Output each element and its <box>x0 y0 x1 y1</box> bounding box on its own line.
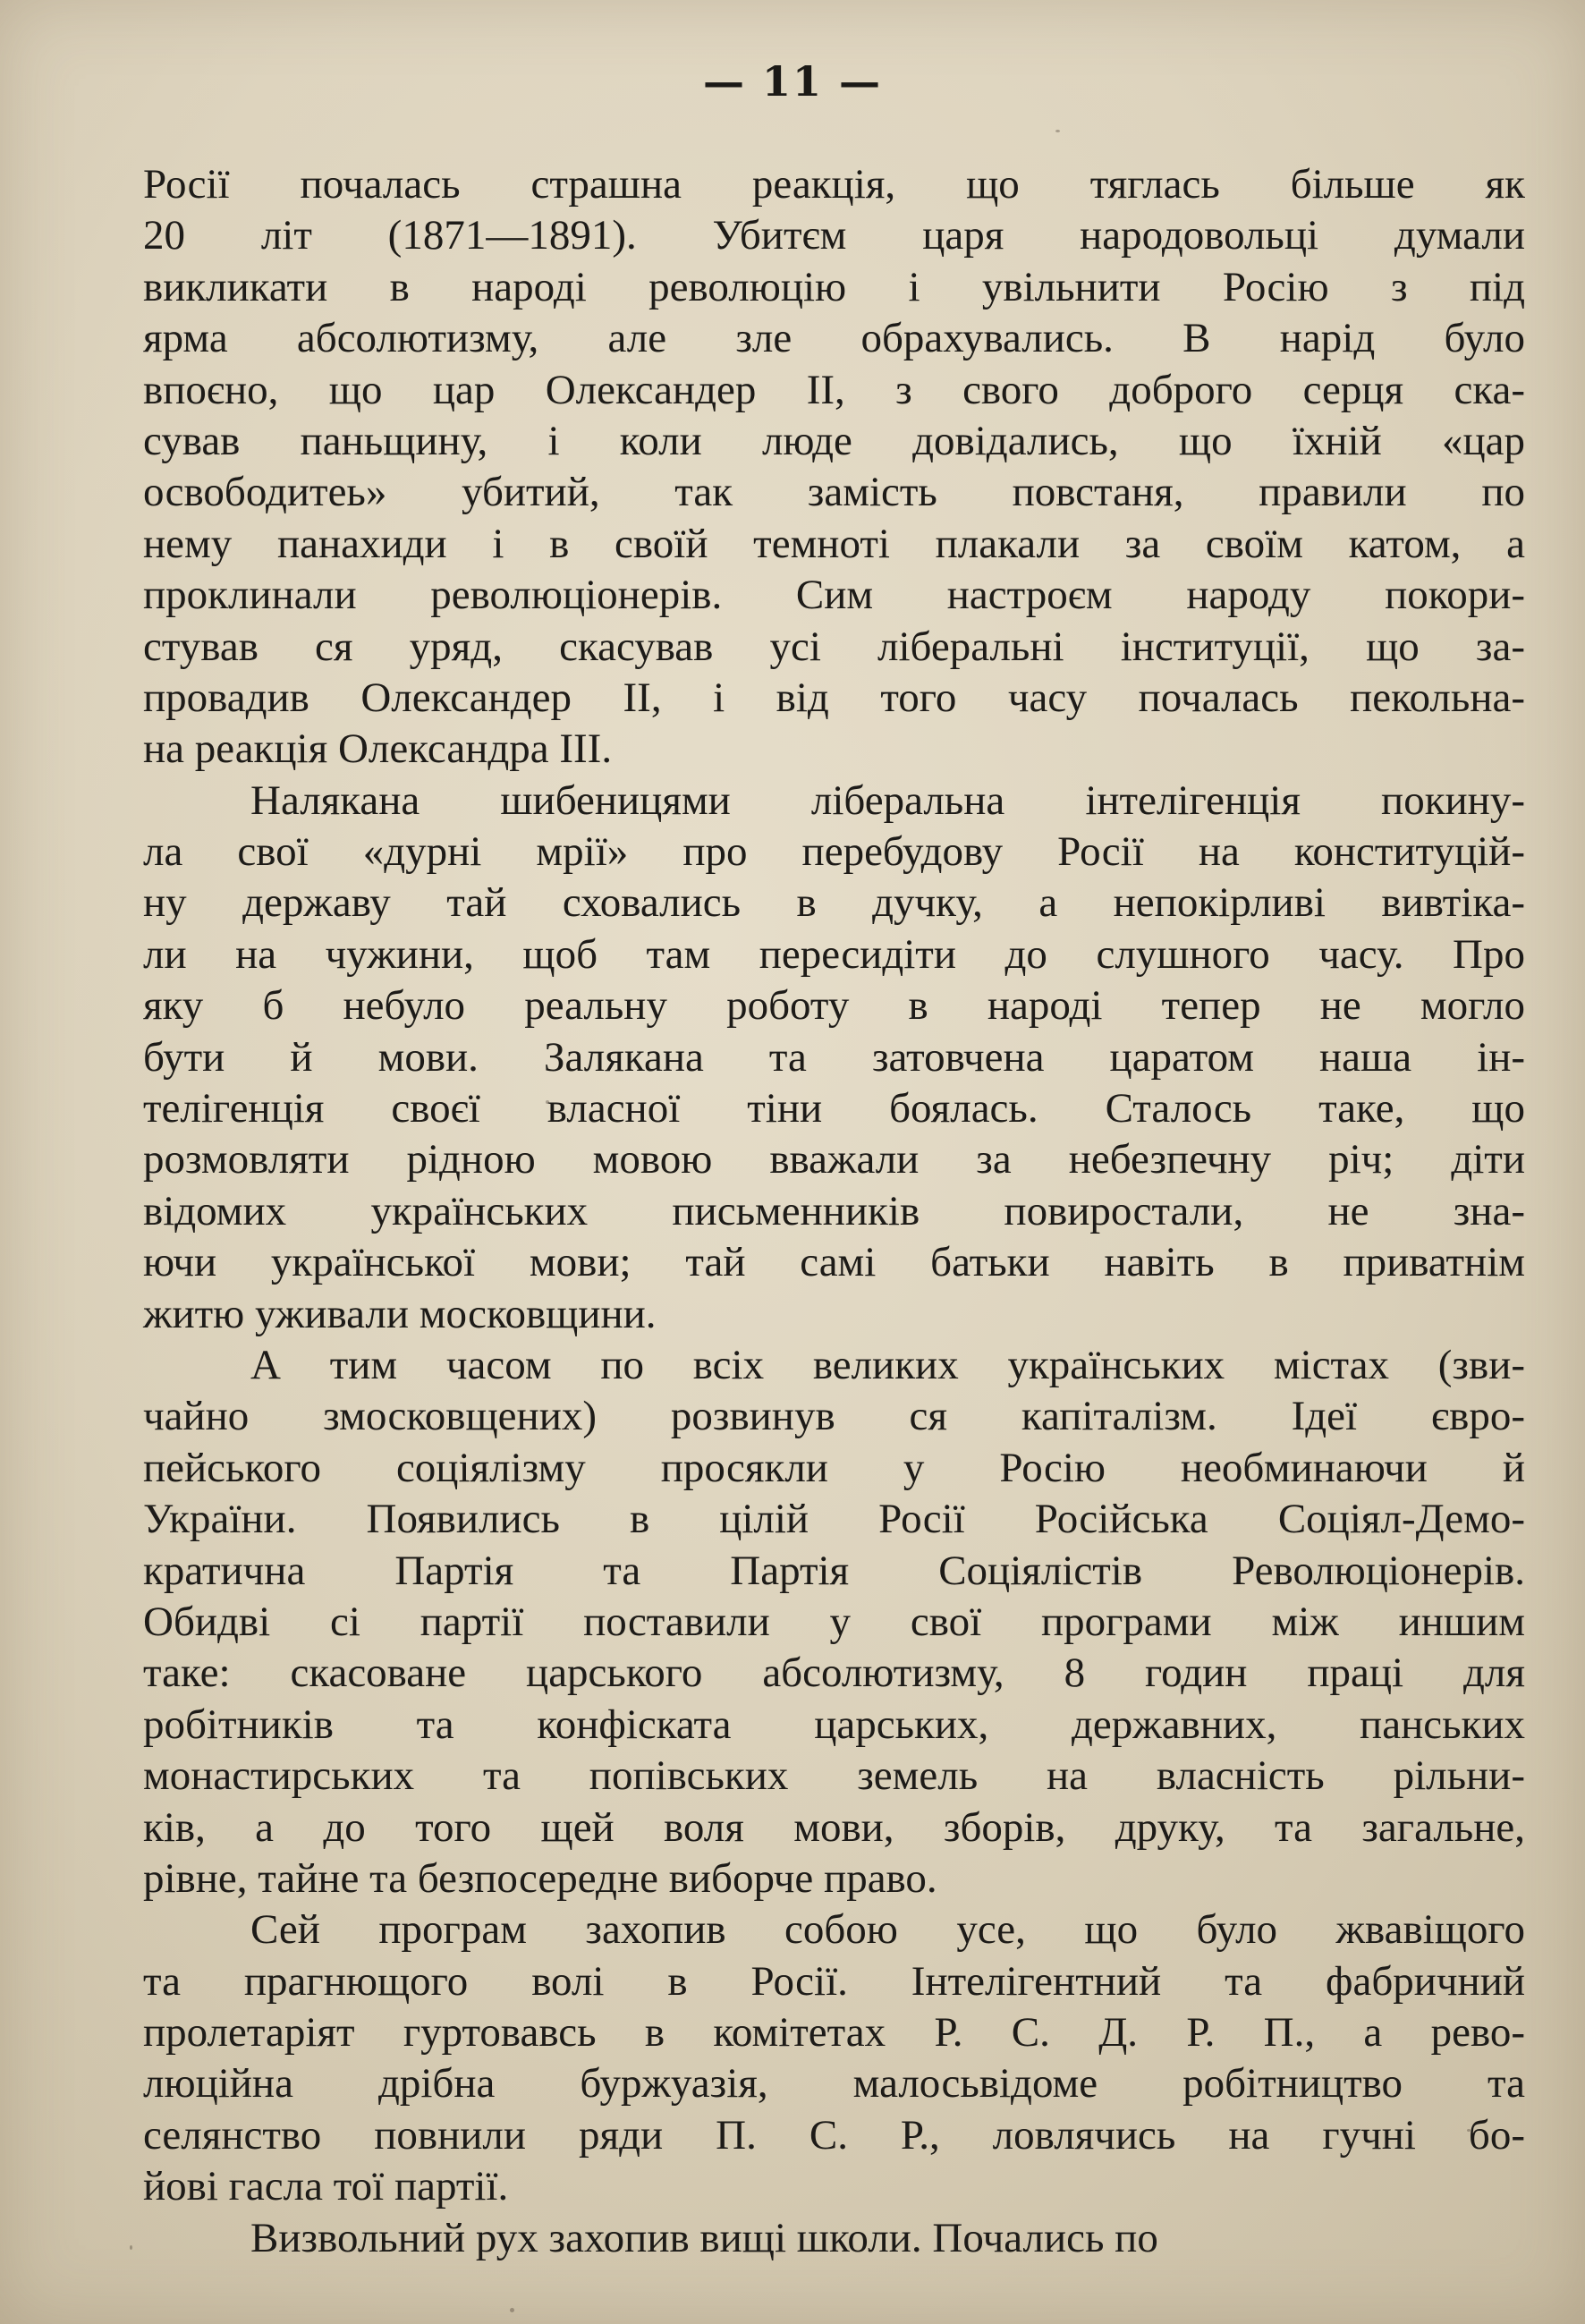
text-line: стував ся уряд, скасував усі ліберальні інституції, що за- <box>143 623 1525 670</box>
text-line: ну державу тай сховались в дучку, а непокірливі вивтіка- <box>143 879 1525 927</box>
text-line: 20 літ (1871—1891). Убитєм царя народовольці думали <box>143 212 1525 259</box>
text-line: рівне, тайне та безпосередне виборче право. <box>143 1854 937 1902</box>
text-line: України. Появились в цілій Росії Російська Соціял-Демо- <box>143 1496 1525 1543</box>
text-line: викликати в народі революцію і увільнити Росію з під <box>143 263 1525 310</box>
paper-speck <box>510 2308 514 2312</box>
text-line: нему панахиди і в своїй темноті плакали за своїм катом, а <box>143 520 1525 567</box>
text-line: Налякана шибеницями ліберальна інтелігенція покину- <box>250 776 1525 824</box>
text-line: житю уживали московщини. <box>143 1290 657 1337</box>
text-line: Визвольний рух захопив вищі школи. Почались по <box>250 2214 1158 2261</box>
text-line: провадив Олександер II, і від того часу почалась пекольна- <box>143 674 1525 721</box>
text-line: А тим часом по всіх великих українських містах (зви- <box>250 1341 1525 1388</box>
text-line: та прагнющого волі в Росії. Інтелігентний та фабричний <box>143 1957 1525 2005</box>
text-line: таке: скасоване царського абсолютизму, 8 годин праці для <box>143 1650 1525 1697</box>
text-line: розмовляти рідною мовою вважали за небезпечну річ; діти <box>143 1136 1525 1183</box>
text-line: пейського соціялізму просякли у Росію необминаючи й <box>143 1444 1525 1491</box>
text-line: ків, а до того щей воля мови, зборів, друку, та загальне, <box>143 1803 1525 1851</box>
text-line: відомих українських письменників повиростали, не зна- <box>143 1187 1525 1234</box>
text-line: на реакція Олександра III. <box>143 725 613 773</box>
paper-speck <box>1467 2129 1471 2132</box>
text-body <box>143 159 1525 2264</box>
text-line: сував паньщину, і коли люде довідались, що їхній «цар <box>143 417 1525 464</box>
text-line: Росії почалась страшна реакція, що тяглась більше як <box>143 161 1525 208</box>
text-line: люційна дрібна буржуазія, малосьвідоме робітництво та <box>143 2060 1525 2108</box>
text-line: ла свої «дурні мрії» про перебудову Росії на конституцій- <box>143 828 1525 876</box>
paper-speck <box>1055 130 1060 132</box>
text-line: чайно змосковщених) розвинув ся капіталізм. Ідеї євро- <box>143 1393 1525 1440</box>
text-line: Сей програм захопив собою усе, що було жвавіщого <box>250 1906 1525 1954</box>
text-line: йові гасла тої партії. <box>143 2163 509 2210</box>
text-line: проклинали революціонерів. Сим настроєм народу покори- <box>143 572 1525 619</box>
text-line: селянство повнили ряди П. С. Р., ловлячись на гучні бо- <box>143 2111 1525 2159</box>
text-line: монастирських та попівських земель на власність рільни- <box>143 1752 1525 1800</box>
text-line: телігенція своєї власної тіни боялась. Сталось таке, що <box>143 1085 1525 1132</box>
text-line: освободитеь» убитий, так замість повстаня, правили по <box>143 469 1525 516</box>
page-number: — 11 — <box>702 57 883 106</box>
text-line: бути й мови. Залякана та затовчена царатом наша ін- <box>143 1033 1525 1081</box>
text-line: ли на чужини, щоб там пересидіти до слушного часу. Про <box>143 930 1525 978</box>
text-line: впоєно, що цар Олександер II, з свого доброго серця ска- <box>143 366 1525 413</box>
text-line: пролетаріят гуртовавсь в комітетах Р. С. Д. Р. П., а рево- <box>143 2009 1525 2057</box>
paper-speck <box>130 2245 132 2250</box>
text-line: робітників та конфіската царських, державних, панських <box>143 1701 1525 1748</box>
text-line: яку б небуло реальну роботу в народі тепер не могло <box>143 982 1525 1030</box>
text-line: ючи української мови; тай самі батьки навіть в приватнім <box>143 1239 1525 1286</box>
text-line: Обидві сі партії поставили у свої програми між иншим <box>143 1598 1525 1645</box>
paper-speck <box>546 1100 549 1104</box>
text-line: ярма абсолютизму, але зле обрахувались. В нарід було <box>143 315 1525 362</box>
text-line: кратична Партія та Партія Соціялістів Революціонерів. <box>143 1547 1525 1594</box>
